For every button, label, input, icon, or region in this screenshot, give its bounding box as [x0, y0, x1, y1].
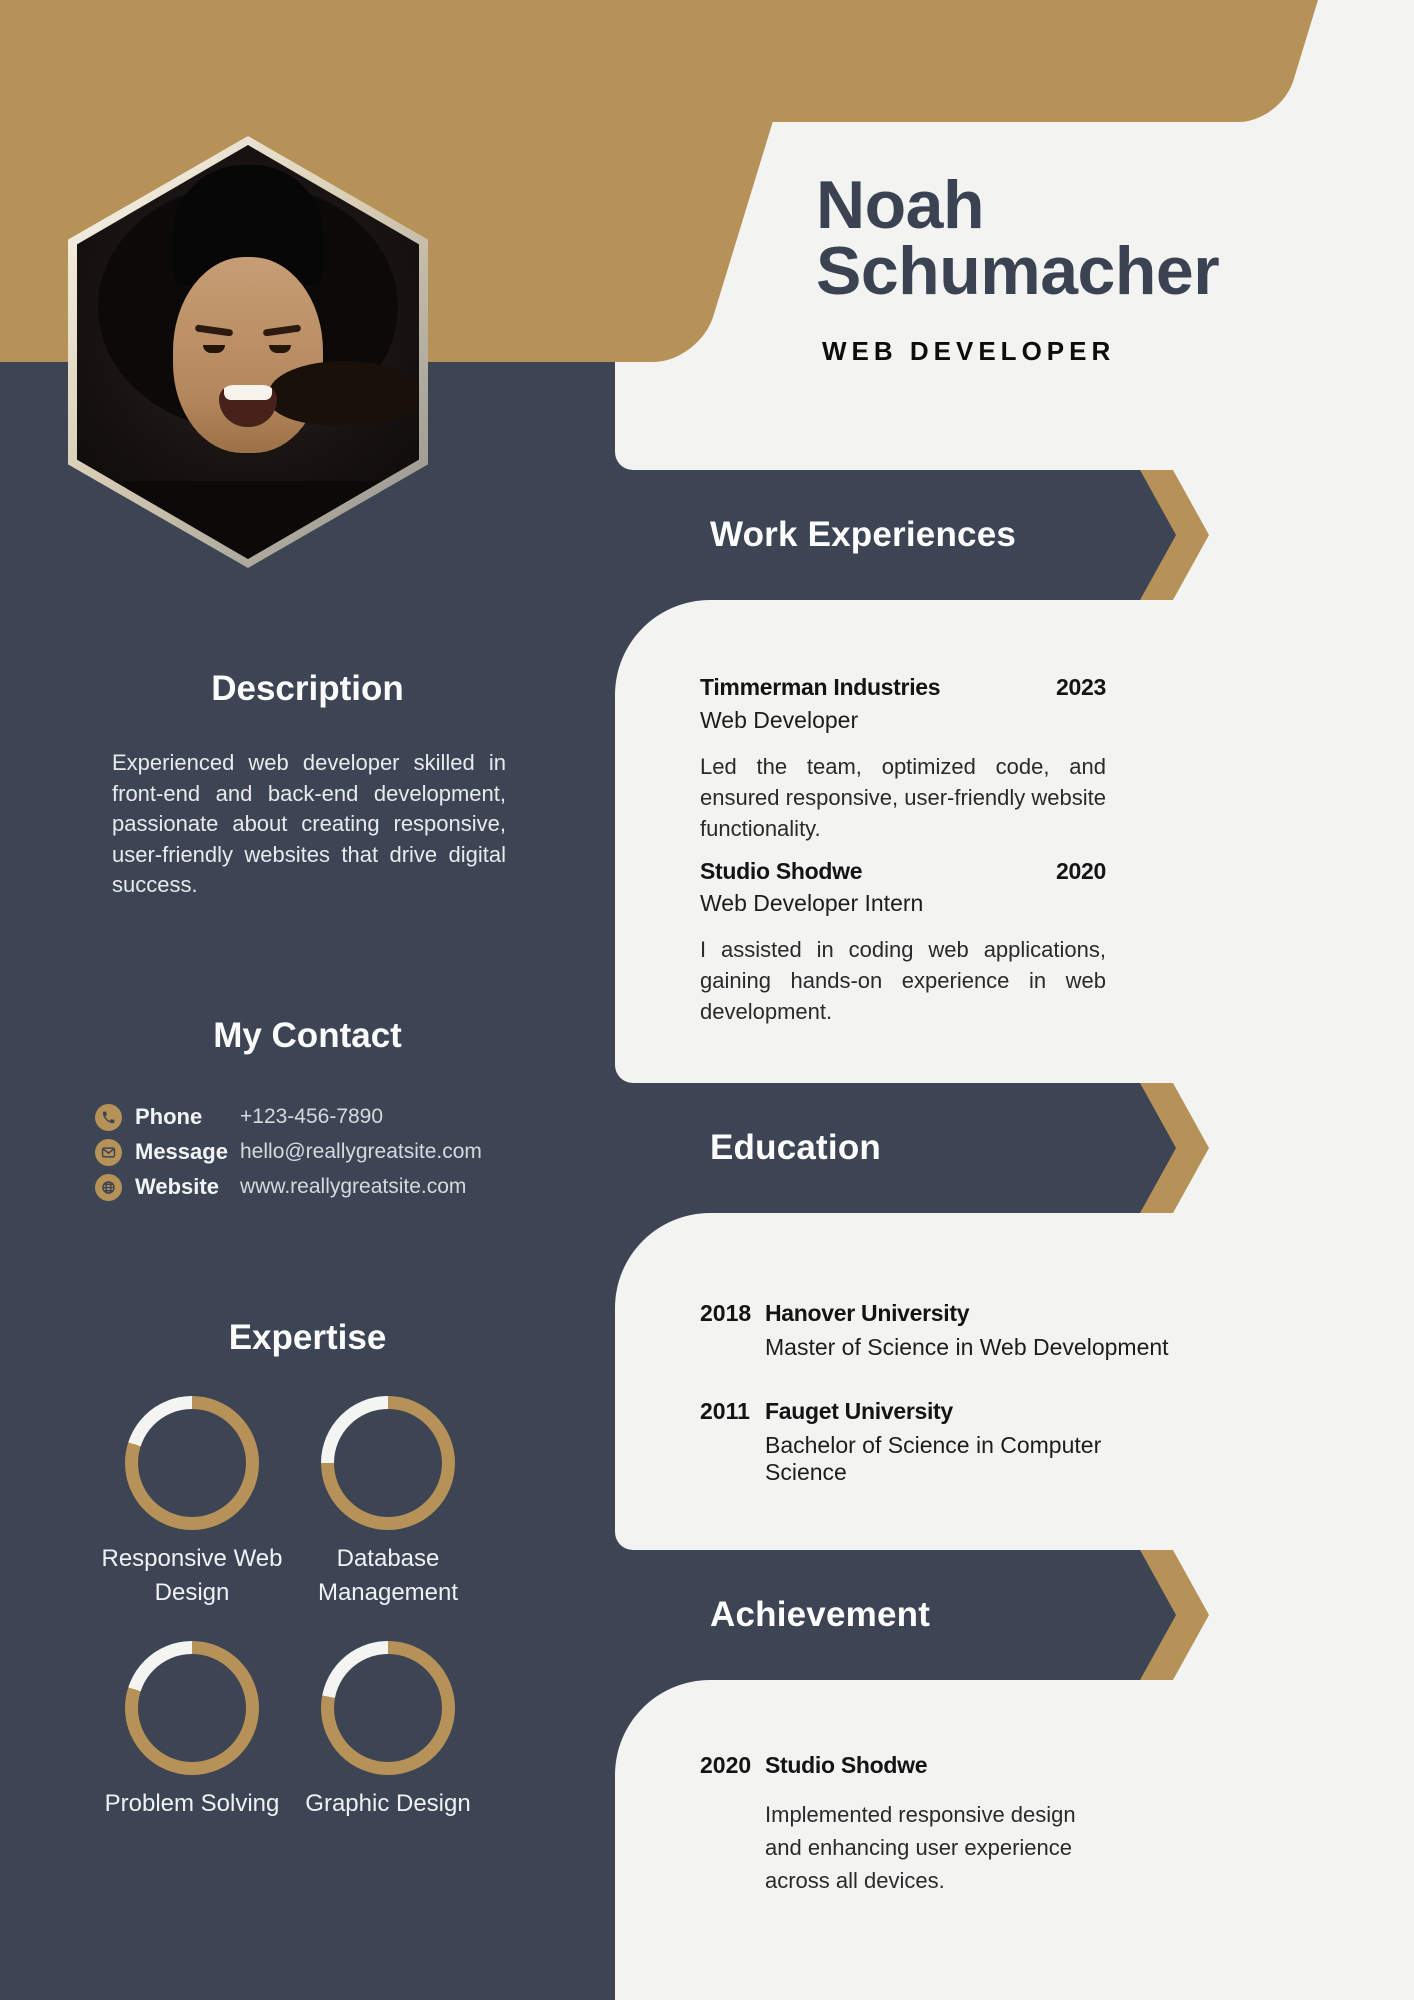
education-year: 2018: [700, 1300, 752, 1326]
contact-label: Website: [135, 1174, 219, 1199]
work-description: Led the team, optimized code, and ensured responsive, user-friendly website functionality.: [700, 754, 1106, 841]
skill-graphic-design: [288, 1641, 488, 1821]
achievement-description: Implemented responsive design and enhancing user experience across all devices.: [765, 1802, 1076, 1893]
person-name: [816, 167, 1376, 309]
education-school: Hanover University: [765, 1300, 970, 1326]
skill-responsive-web-design: [92, 1396, 292, 1610]
description-body: Experienced web developer skilled in front-end and back-end development, passionate about creating responsive, user-friendly websites that drive digital success.: [112, 750, 506, 897]
education-section-title: Education: [710, 1128, 881, 1167]
contact-title: My Contact: [213, 1016, 402, 1055]
work-entry-header: [700, 858, 1106, 885]
contact-label: Phone: [135, 1104, 203, 1129]
contact-row-website: [95, 1172, 535, 1202]
education-entry: [700, 1398, 1180, 1425]
achievement-section-banner: [615, 1550, 1235, 1680]
contact-row-message: [95, 1137, 535, 1167]
contact-label: Message: [135, 1139, 228, 1164]
contact-row-phone: [95, 1102, 535, 1132]
website-icon: [95, 1174, 122, 1201]
achievement-entry: [700, 1752, 1180, 1779]
work-year: 2023: [1056, 674, 1106, 700]
portrait-photo: [77, 145, 419, 559]
banner-navy-arrow: [615, 1083, 1215, 1213]
education-year: 2011: [700, 1398, 750, 1424]
phone-icon: [95, 1104, 122, 1131]
portrait-hair: [269, 361, 419, 425]
portrait-mouth: [219, 385, 277, 427]
work-section-title: Work Experiences: [710, 515, 1017, 554]
portrait-eye-left: [203, 345, 225, 353]
person-name-line2: Schumacher: [816, 233, 1220, 309]
work-entry-header: [700, 674, 1106, 701]
message-icon: [95, 1139, 122, 1166]
portrait-brow-left: [195, 324, 234, 336]
skill-ring: [321, 1641, 455, 1775]
contact-value-phone: +123-456-7890: [240, 1105, 384, 1128]
portrait-brow-right: [263, 324, 302, 336]
education-degree: Master of Science in Web Development: [765, 1334, 1169, 1360]
education-degree: Bachelor of Science in Computer Science: [765, 1432, 1102, 1485]
skill-label: Problem Solving: [104, 1790, 280, 1817]
skill-label: Database Management: [317, 1545, 459, 1606]
company-name: Studio Shodwe: [700, 858, 863, 884]
work-role: Web Developer Intern: [700, 890, 924, 916]
contact-value-website: www.reallygreatsite.com: [240, 1175, 467, 1198]
person-job-title: WEB DEVELOPER: [822, 336, 1116, 366]
work-year: 2020: [1056, 858, 1106, 884]
education-entry: [700, 1300, 1180, 1327]
portrait-eye-right: [269, 345, 291, 353]
skill-ring: [125, 1396, 259, 1530]
skill-label: Graphic Design: [305, 1790, 471, 1817]
work-description: I assisted in coding web applications, gaining hands-on experience in web development.: [700, 937, 1106, 1024]
person-name-line1: Noah: [816, 167, 984, 243]
achievement-year: 2020: [700, 1752, 752, 1778]
education-school: Fauget University: [765, 1398, 953, 1424]
skill-ring: [125, 1641, 259, 1775]
skill-label: Responsive Web Design: [101, 1545, 283, 1606]
portrait-teeth: [224, 385, 272, 400]
skill-problem-solving: [92, 1641, 292, 1821]
tan-header-top-band: [263, 0, 1318, 122]
achievement-section-title: Achievement: [710, 1595, 931, 1634]
expertise-title: Expertise: [228, 1318, 387, 1357]
achievement-org: Studio Shodwe: [765, 1752, 928, 1778]
contact-value-email: hello@reallygreatsite.com: [240, 1140, 482, 1163]
portrait-face: [173, 257, 323, 453]
education-section-banner: [615, 1083, 1235, 1213]
work-section-banner: [615, 470, 1235, 600]
description-title: Description: [211, 669, 404, 708]
skill-ring: [321, 1396, 455, 1530]
work-role: Web Developer: [700, 707, 859, 733]
skill-database-management: [288, 1396, 488, 1610]
company-name: Timmerman Industries: [700, 674, 941, 700]
